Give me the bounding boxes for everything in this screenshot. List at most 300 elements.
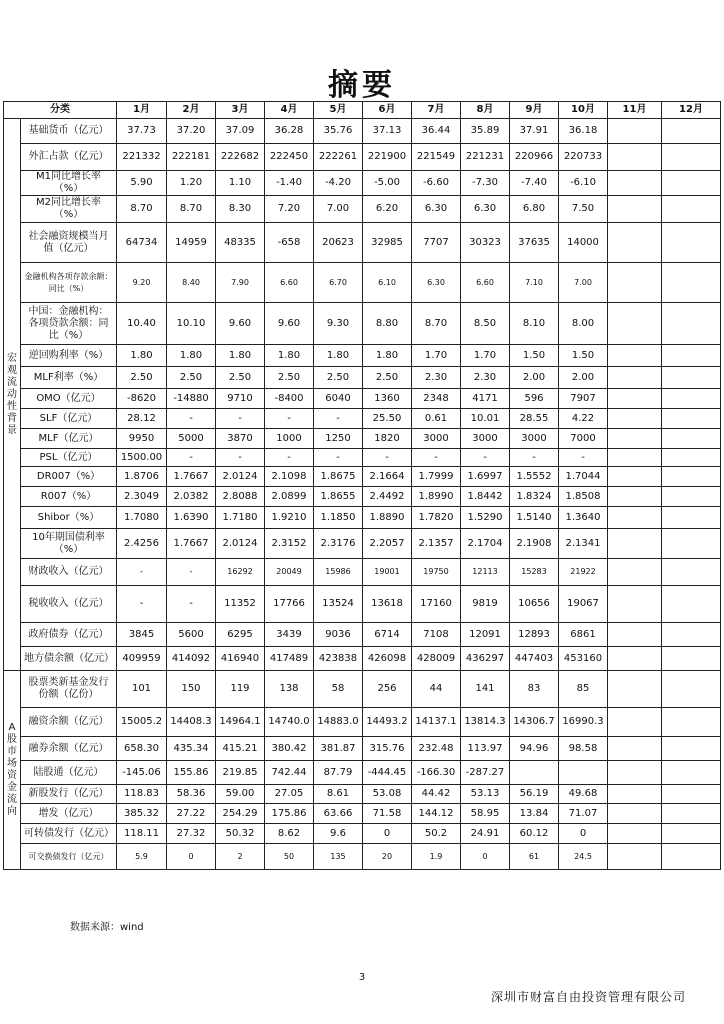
table-cell: 2.0124 [216, 467, 265, 487]
table-cell: 2.1357 [412, 529, 461, 559]
row-label: 税收收入（亿元） [21, 586, 117, 623]
table-cell: 0 [363, 824, 412, 844]
table-cell: 7108 [412, 623, 461, 647]
table-cell: 1.80 [265, 345, 314, 367]
table-cell [608, 367, 662, 389]
table-cell: 37.73 [117, 119, 167, 144]
table-cell: 59.00 [216, 785, 265, 804]
table-cell [662, 345, 721, 367]
table-cell: 32985 [363, 223, 412, 263]
table-cell: 36.44 [412, 119, 461, 144]
table-cell: 2.1908 [510, 529, 559, 559]
table-cell: 14964.1 [216, 708, 265, 737]
table-cell: -5.00 [363, 171, 412, 196]
table-cell: 1.7820 [412, 507, 461, 529]
table-cell: 7.50 [559, 196, 608, 223]
table-cell: 141 [461, 671, 510, 708]
table-cell: -8620 [117, 389, 167, 409]
table-cell: 222261 [314, 144, 363, 171]
table-cell: 1.8442 [461, 487, 510, 507]
table-cell: 7.00 [314, 196, 363, 223]
table-cell: - [216, 409, 265, 429]
table-cell: - [412, 449, 461, 467]
table-cell: 1.5290 [461, 507, 510, 529]
table-cell: 1.7044 [559, 467, 608, 487]
row-label: 金融机构各项存款余额：同比（%） [21, 263, 117, 303]
table-cell: 6040 [314, 389, 363, 409]
table-cell: 118.83 [117, 785, 167, 804]
table-cell: 8.80 [363, 303, 412, 345]
table-cell: 14137.1 [412, 708, 461, 737]
table-cell: 742.44 [265, 761, 314, 785]
table-cell: 1.80 [363, 345, 412, 367]
table-cell: -7.30 [461, 171, 510, 196]
table-cell: 428009 [412, 647, 461, 671]
table-cell: 8.40 [167, 263, 216, 303]
table-cell: 35.89 [461, 119, 510, 144]
table-cell: 6.70 [314, 263, 363, 303]
table-cell: 7.00 [559, 263, 608, 303]
table-cell: 12113 [461, 559, 510, 586]
table-cell: 1.8655 [314, 487, 363, 507]
table-cell: 11352 [216, 586, 265, 623]
table-cell: 101 [117, 671, 167, 708]
table-cell [662, 844, 721, 870]
table-cell: 7.90 [216, 263, 265, 303]
table-cell: 222181 [167, 144, 216, 171]
table-cell: 50.2 [412, 824, 461, 844]
table-cell: 2.2057 [363, 529, 412, 559]
table-cell: 1.80 [117, 345, 167, 367]
table-row [4, 586, 721, 623]
table-cell: 221332 [117, 144, 167, 171]
table-cell: 138 [265, 671, 314, 708]
table-row [4, 844, 721, 870]
table-cell: - [510, 449, 559, 467]
row-label: 10年期国债利率（%） [21, 529, 117, 559]
table-cell: 27.22 [167, 804, 216, 824]
table-cell: - [167, 449, 216, 467]
table-row [4, 647, 721, 671]
table-cell: 13524 [314, 586, 363, 623]
table-cell: -14880 [167, 389, 216, 409]
table-cell: 53.08 [363, 785, 412, 804]
table-cell: 150 [167, 671, 216, 708]
row-label: 基础货币（亿元） [21, 119, 117, 144]
table-cell: 87.79 [314, 761, 363, 785]
table-row [4, 367, 721, 389]
header-month: 5月 [314, 102, 363, 119]
table-cell: 44 [412, 671, 461, 708]
table-cell: 8.50 [461, 303, 510, 345]
table-cell: - [167, 559, 216, 586]
table-cell: 6.80 [510, 196, 559, 223]
table-cell: 2.50 [216, 367, 265, 389]
header-category: 分类 [4, 102, 117, 119]
table-row [4, 671, 721, 708]
table-cell: - [265, 449, 314, 467]
table-cell: 1.3640 [559, 507, 608, 529]
table-cell: 9710 [216, 389, 265, 409]
table-cell: 2.50 [167, 367, 216, 389]
table-cell [662, 623, 721, 647]
table-cell: 9.60 [265, 303, 314, 345]
page-number: 3 [358, 972, 366, 983]
table-cell: -6.10 [559, 171, 608, 196]
table-cell: - [117, 559, 167, 586]
table-cell: 10.10 [167, 303, 216, 345]
table-cell: 219.85 [216, 761, 265, 785]
table-cell: 1.8990 [412, 487, 461, 507]
table-row [4, 119, 721, 144]
table-cell: 50.32 [216, 824, 265, 844]
table-cell: - [216, 449, 265, 467]
table-cell: 222450 [265, 144, 314, 171]
table-cell [608, 449, 662, 467]
table-cell [662, 507, 721, 529]
table-cell: -6.60 [412, 171, 461, 196]
row-label: OMO（亿元） [21, 389, 117, 409]
table-cell: 0 [167, 844, 216, 870]
table-cell: 1820 [363, 429, 412, 449]
table-cell: - [363, 449, 412, 467]
table-cell: 1360 [363, 389, 412, 409]
table-cell: 3870 [216, 429, 265, 449]
table-cell: 71.07 [559, 804, 608, 824]
table-cell: 135 [314, 844, 363, 870]
table-cell: 6861 [559, 623, 608, 647]
table-cell: 9.60 [216, 303, 265, 345]
table-cell: 9.30 [314, 303, 363, 345]
table-cell: 4171 [461, 389, 510, 409]
table-cell: 36.28 [265, 119, 314, 144]
table-cell [662, 303, 721, 345]
table-cell: 2348 [412, 389, 461, 409]
table-row [4, 345, 721, 367]
table-row [4, 223, 721, 263]
table-row [4, 623, 721, 647]
table-cell [608, 708, 662, 737]
table-cell: 37.13 [363, 119, 412, 144]
table-cell [608, 844, 662, 870]
table-cell: 220733 [559, 144, 608, 171]
table-cell [662, 223, 721, 263]
header-month: 3月 [216, 102, 265, 119]
table-cell: -8400 [265, 389, 314, 409]
table-cell: - [314, 409, 363, 429]
table-cell [662, 144, 721, 171]
table-cell: 2.4492 [363, 487, 412, 507]
table-row [4, 785, 721, 804]
table-cell: 37635 [510, 223, 559, 263]
table-cell: 28.12 [117, 409, 167, 429]
table-cell: 7000 [559, 429, 608, 449]
table-cell: 15005.2 [117, 708, 167, 737]
row-label: 融资余额（亿元） [21, 708, 117, 737]
table-cell: 64734 [117, 223, 167, 263]
table-cell: 16990.3 [559, 708, 608, 737]
table-row [4, 449, 721, 467]
table-cell: 6.30 [412, 263, 461, 303]
table-cell: 50 [265, 844, 314, 870]
table-cell: 118.11 [117, 824, 167, 844]
table-cell: 1.50 [559, 345, 608, 367]
table-row [4, 559, 721, 586]
table-cell: 30323 [461, 223, 510, 263]
row-label: 中国：金融机构：各项贷款余额：同比（%） [21, 303, 117, 345]
row-label: M2同比增长率（%） [21, 196, 117, 223]
row-label: Shibor（%） [21, 507, 117, 529]
table-cell: 1.9 [412, 844, 461, 870]
table-cell: 21922 [559, 559, 608, 586]
table-cell: 14306.7 [510, 708, 559, 737]
table-cell: 315.76 [363, 737, 412, 761]
table-cell: 221231 [461, 144, 510, 171]
table-cell: 658.30 [117, 737, 167, 761]
table-cell: 28.55 [510, 409, 559, 429]
table-cell [662, 196, 721, 223]
table-cell: 423838 [314, 647, 363, 671]
table-cell [662, 171, 721, 196]
table-cell: 2.3152 [265, 529, 314, 559]
table-cell [662, 367, 721, 389]
table-cell: 56.19 [510, 785, 559, 804]
table-cell: 1.8675 [314, 467, 363, 487]
table-cell: 15283 [510, 559, 559, 586]
table-cell: 15986 [314, 559, 363, 586]
table-cell [662, 263, 721, 303]
table-cell: 24.91 [461, 824, 510, 844]
table-cell: 20 [363, 844, 412, 870]
table-cell: 6.10 [363, 263, 412, 303]
table-cell: 0 [461, 844, 510, 870]
table-cell: - [559, 449, 608, 467]
table-cell: -444.45 [363, 761, 412, 785]
table-cell: 8.70 [167, 196, 216, 223]
table-cell: 8.30 [216, 196, 265, 223]
table-cell: 113.97 [461, 737, 510, 761]
table-cell: - [167, 409, 216, 429]
table-cell: 83 [510, 671, 559, 708]
table-cell [608, 263, 662, 303]
table-cell [608, 171, 662, 196]
table-cell: 3439 [265, 623, 314, 647]
row-label: MLF利率（%） [21, 367, 117, 389]
header-month: 9月 [510, 102, 559, 119]
table-cell: 1.7667 [167, 467, 216, 487]
row-label: R007（%） [21, 487, 117, 507]
table-cell: 3000 [461, 429, 510, 449]
table-cell: 2.1098 [265, 467, 314, 487]
table-cell: 1.7180 [216, 507, 265, 529]
table-cell: 2.8088 [216, 487, 265, 507]
table-cell: 2.50 [363, 367, 412, 389]
table-cell: 1.8890 [363, 507, 412, 529]
table-cell [608, 623, 662, 647]
table-cell: 221549 [412, 144, 461, 171]
table-cell [608, 119, 662, 144]
table-cell: 13618 [363, 586, 412, 623]
table-cell: 2.50 [314, 367, 363, 389]
table-cell: 2.30 [461, 367, 510, 389]
table-cell [662, 119, 721, 144]
table-cell: - [167, 586, 216, 623]
table-cell: 6.30 [412, 196, 461, 223]
table-cell: 58 [314, 671, 363, 708]
table-cell: 48335 [216, 223, 265, 263]
table-cell: 58.95 [461, 804, 510, 824]
table-cell: 1.10 [216, 171, 265, 196]
table-cell: 12893 [510, 623, 559, 647]
table-header-row [4, 102, 721, 119]
table-body [4, 119, 721, 870]
table-cell: 2.00 [559, 367, 608, 389]
table-cell: 49.68 [559, 785, 608, 804]
table-cell [510, 761, 559, 785]
header-month: 4月 [265, 102, 314, 119]
table-cell [608, 196, 662, 223]
table-cell: 85 [559, 671, 608, 708]
table-cell [662, 671, 721, 708]
table-cell: 20623 [314, 223, 363, 263]
table-cell [608, 389, 662, 409]
table-cell: 13814.3 [461, 708, 510, 737]
table-cell: 25.50 [363, 409, 412, 429]
table-cell: 9.20 [117, 263, 167, 303]
table-row [4, 804, 721, 824]
table-cell: 10.01 [461, 409, 510, 429]
table-cell [608, 507, 662, 529]
section-label: A股市场资金流向 [4, 671, 21, 870]
table-cell [662, 824, 721, 844]
table-cell: 416940 [216, 647, 265, 671]
table-cell: -166.30 [412, 761, 461, 785]
table-cell [608, 761, 662, 785]
table-cell: 98.58 [559, 737, 608, 761]
table-cell: 17160 [412, 586, 461, 623]
table-cell: 3000 [412, 429, 461, 449]
table-cell: 436297 [461, 647, 510, 671]
table-cell: 417489 [265, 647, 314, 671]
table-cell: 7.10 [510, 263, 559, 303]
table-cell [662, 487, 721, 507]
table-row [4, 507, 721, 529]
table-row [4, 409, 721, 429]
table-row [4, 144, 721, 171]
table-cell [662, 647, 721, 671]
table-cell: 222682 [216, 144, 265, 171]
table-cell: 1.1850 [314, 507, 363, 529]
table-cell [662, 785, 721, 804]
page-title: 摘要 [328, 68, 396, 103]
table-cell [608, 223, 662, 263]
table-cell: 8.70 [117, 196, 167, 223]
table-cell: 2.1341 [559, 529, 608, 559]
table-cell: 1.20 [167, 171, 216, 196]
table-cell: 2 [216, 844, 265, 870]
table-cell: 1250 [314, 429, 363, 449]
table-cell: -287.27 [461, 761, 510, 785]
table-cell: 3000 [510, 429, 559, 449]
row-label: 政府债券（亿元） [21, 623, 117, 647]
table-cell: 2.0899 [265, 487, 314, 507]
table-cell: 36.18 [559, 119, 608, 144]
table-cell: 1.7667 [167, 529, 216, 559]
table-row [4, 429, 721, 449]
table-cell: 1.5140 [510, 507, 559, 529]
table-cell: 232.48 [412, 737, 461, 761]
table-cell: 7707 [412, 223, 461, 263]
table-cell: 415.21 [216, 737, 265, 761]
table-cell [662, 389, 721, 409]
table-cell: 14493.2 [363, 708, 412, 737]
row-label: MLF（亿元） [21, 429, 117, 449]
table-cell: 16292 [216, 559, 265, 586]
table-cell: 6.60 [265, 263, 314, 303]
table-cell [662, 761, 721, 785]
table-cell [662, 409, 721, 429]
data-source-note: 数据来源：wind [70, 922, 144, 933]
table-cell: 8.00 [559, 303, 608, 345]
row-label: PSL（亿元） [21, 449, 117, 467]
table-cell: 2.0382 [167, 487, 216, 507]
table-cell [608, 824, 662, 844]
table-cell [608, 487, 662, 507]
table-cell [608, 345, 662, 367]
table-cell [608, 785, 662, 804]
table-cell: 14883.0 [314, 708, 363, 737]
table-cell [662, 586, 721, 623]
table-row [4, 467, 721, 487]
table-cell: 1.80 [314, 345, 363, 367]
table-cell: 9036 [314, 623, 363, 647]
table-row [4, 824, 721, 844]
table-cell: 7907 [559, 389, 608, 409]
row-label: 融券余额（亿元） [21, 737, 117, 761]
table-cell: 44.42 [412, 785, 461, 804]
table-cell: 63.66 [314, 804, 363, 824]
table-cell: - [117, 586, 167, 623]
table-cell: 4.22 [559, 409, 608, 429]
row-label: 可转债发行（亿元） [21, 824, 117, 844]
table-cell: 453160 [559, 647, 608, 671]
table-cell: 1.6390 [167, 507, 216, 529]
table-cell: 19750 [412, 559, 461, 586]
header-month: 7月 [412, 102, 461, 119]
table-cell [608, 559, 662, 586]
table-cell: 6.30 [461, 196, 510, 223]
table-cell: 0.61 [412, 409, 461, 429]
table-cell [662, 737, 721, 761]
table-cell [608, 409, 662, 429]
table-cell [608, 647, 662, 671]
table-cell: - [314, 449, 363, 467]
table-cell: 380.42 [265, 737, 314, 761]
table-cell: 8.10 [510, 303, 559, 345]
footer-company: 深圳市财富自由投资管理有限公司 [490, 990, 686, 1004]
table-cell [662, 708, 721, 737]
row-label: 外汇占款（亿元） [21, 144, 117, 171]
table-row [4, 529, 721, 559]
table-cell: 94.96 [510, 737, 559, 761]
header-month: 2月 [167, 102, 216, 119]
table-cell [662, 449, 721, 467]
row-label: 财政收入（亿元） [21, 559, 117, 586]
table-cell: 14959 [167, 223, 216, 263]
table-cell: 1.9210 [265, 507, 314, 529]
table-cell [608, 144, 662, 171]
table-cell: 6.20 [363, 196, 412, 223]
